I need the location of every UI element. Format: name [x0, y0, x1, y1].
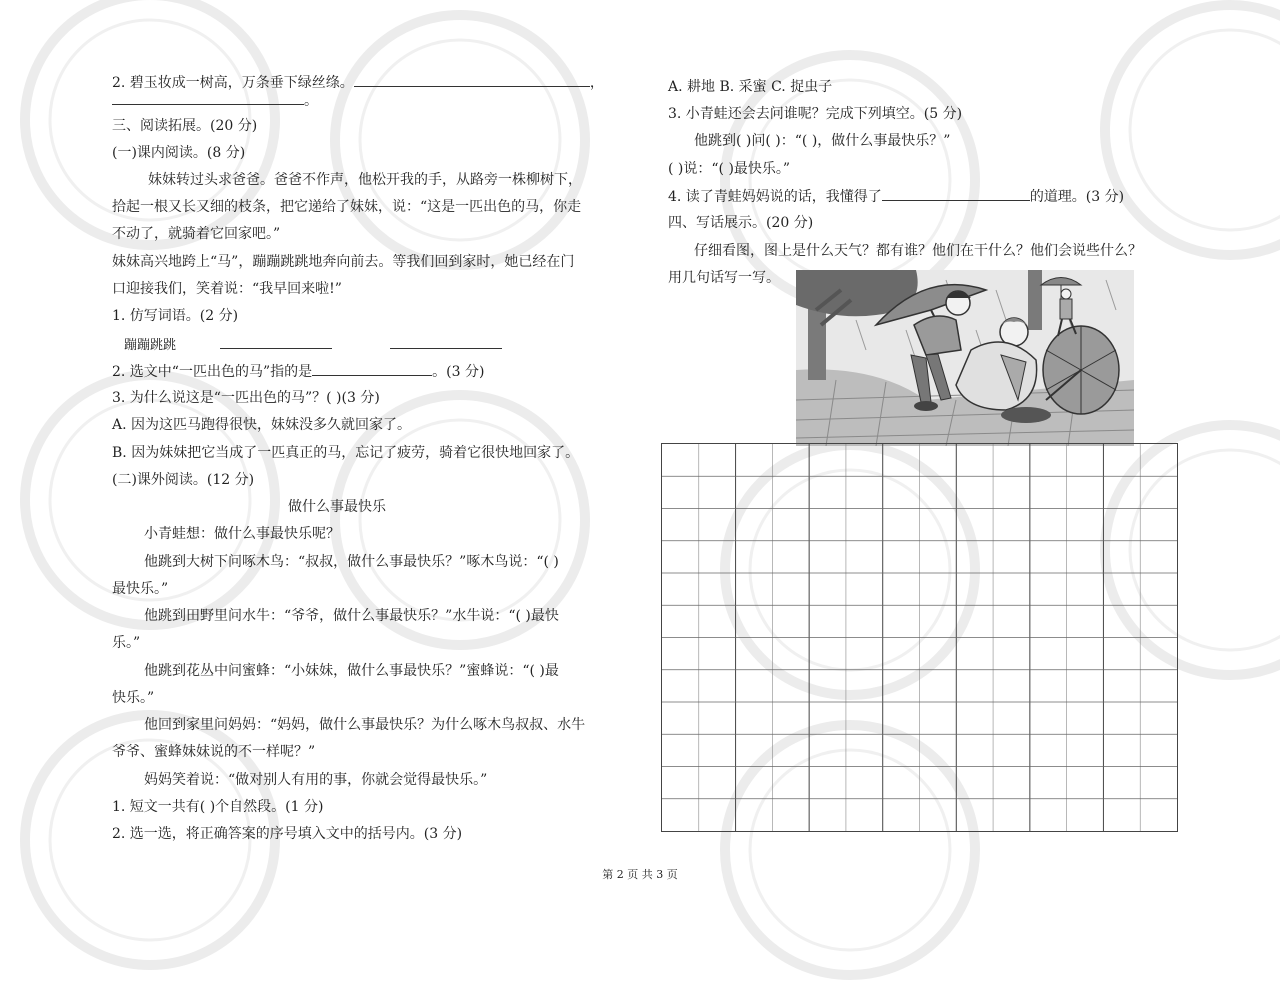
q2-line [112, 361, 484, 382]
answer-blank[interactable] [882, 186, 1030, 201]
question-4-line [668, 186, 1124, 207]
answer-blank[interactable] [112, 90, 304, 105]
section-4-heading: 四、写话展示。(20 分) [668, 215, 814, 231]
story-line-6: 妈妈笑着说：“做对别人有用的事，你就会觉得最快乐。” [144, 772, 488, 788]
question-4-text: 4. 读了青蛙妈妈说的话，我懂得了 [668, 189, 882, 205]
question-3-fill-1: 他跳到( )问( )：“( )，做什么事最快乐？” [694, 133, 951, 149]
period: 。 [304, 93, 318, 109]
page-footer: 第 2 页 共 3 页 [602, 868, 678, 881]
exercise-2: 2. 选一选，将正确答案的序号填入文中的括号内。(3 分) [112, 826, 463, 842]
watermark-seal-2 [310, 0, 610, 290]
q1-heading: 1. 仿写词语。(2 分) [112, 308, 239, 324]
watermark-seal-6 [1080, 0, 1280, 280]
part-2-heading: (二)课外阅读。(12 分) [112, 472, 255, 488]
answer-blank[interactable] [354, 72, 590, 87]
answer-blank[interactable] [220, 334, 332, 349]
question-3-fill-2: ( )说：“( )最快乐。” [668, 161, 791, 177]
comma: ， [589, 75, 604, 91]
passage-2-line-1: 妹妹高兴地跨上“马”，蹦蹦跳跳地奔向前去。等我们回到家时，她已经在门 [112, 254, 575, 270]
story-line-4a: 他跳到花丛中问蜜蜂：“小妹妹，做什么事最快乐？”蜜蜂说：“( )最 [144, 663, 559, 679]
passage-2-line-2: 口迎接我们，笑着说：“我早回来啦!” [112, 281, 342, 297]
rain-illustration [796, 270, 1134, 446]
q3-line: 3. 为什么说这是“一匹出色的马”？( )(3 分) [112, 390, 380, 406]
passage-1-line-2: 拾起一根又长又细的枝条，把它递给了妹妹，说：“这是一匹出色的马，你走 [112, 199, 582, 215]
section-3-heading: 三、阅读拓展。(20 分) [112, 118, 258, 134]
q2-text: 2. 选文中“一匹出色的马”指的是 [112, 364, 313, 380]
q1-example-line [124, 334, 502, 356]
story-line-4b: 快乐。” [112, 690, 155, 706]
writing-prompt-2: 用几句话写一写。 [668, 270, 780, 286]
passage-1-line-1: 妹妹转过头求爸爸。爸爸不作声，他松开我的手，从路旁一株柳树下， [148, 172, 582, 188]
q3-option-a: A. 因为这匹马跑得很快，妹妹没多久就回家了。 [112, 417, 412, 433]
passage-1-line-3: 不动了，就骑着它回家吧。” [112, 226, 281, 242]
answer-blank[interactable] [312, 361, 432, 376]
story-line-5a: 他回到家里问妈妈：“妈妈，做什么事最快乐？为什么啄木鸟叔叔、水牛 [144, 717, 586, 733]
answer-blank[interactable] [390, 334, 502, 349]
question-2-text: 2. 碧玉妆成一树高，万条垂下绿丝绦。 [112, 75, 354, 91]
question-2-line-2 [112, 90, 318, 111]
question-4-score: 的道理。(3 分) [1029, 189, 1125, 205]
writing-grid[interactable] [661, 443, 1178, 832]
q3-option-b: B. 因为妹妹把它当成了一匹真正的马，忘记了疲劳，骑着它很快地回家了。 [112, 445, 580, 461]
exercise-1: 1. 短文一共有( )个自然段。(1 分) [112, 799, 324, 815]
story-line-2b: 最快乐。” [112, 581, 169, 597]
q2-score: 。(3 分) [432, 364, 485, 380]
options-line: A. 耕地 B. 采蜜 C. 捉虫子 [668, 79, 833, 95]
part-1-heading: (一)课内阅读。(8 分) [112, 145, 246, 161]
story-line-3a: 他跳到田野里问水牛：“爷爷，做什么事最快乐？”水牛说：“( )最快 [144, 608, 559, 624]
story-line-1: 小青蛙想：做什么事最快乐呢？ [144, 526, 340, 542]
q1-example-word: 蹦蹦跳跳 [124, 338, 177, 353]
story-line-2a: 他跳到大树下问啄木鸟：“叔叔，做什么事最快乐？”啄木鸟说：“( ) [144, 554, 559, 570]
story-line-3b: 乐。” [112, 635, 141, 651]
story-title: 做什么事最快乐 [288, 499, 386, 515]
story-line-5b: 爷爷、蜜蜂妹妹说的不一样呢？” [112, 744, 316, 760]
question-3-heading: 3. 小青蛙还会去问谁呢？完成下列填空。(5 分) [668, 106, 963, 122]
writing-prompt-1: 仔细看图，图上是什么天气？都有谁？他们在干什么？他们会说些什么？ [694, 243, 1142, 259]
